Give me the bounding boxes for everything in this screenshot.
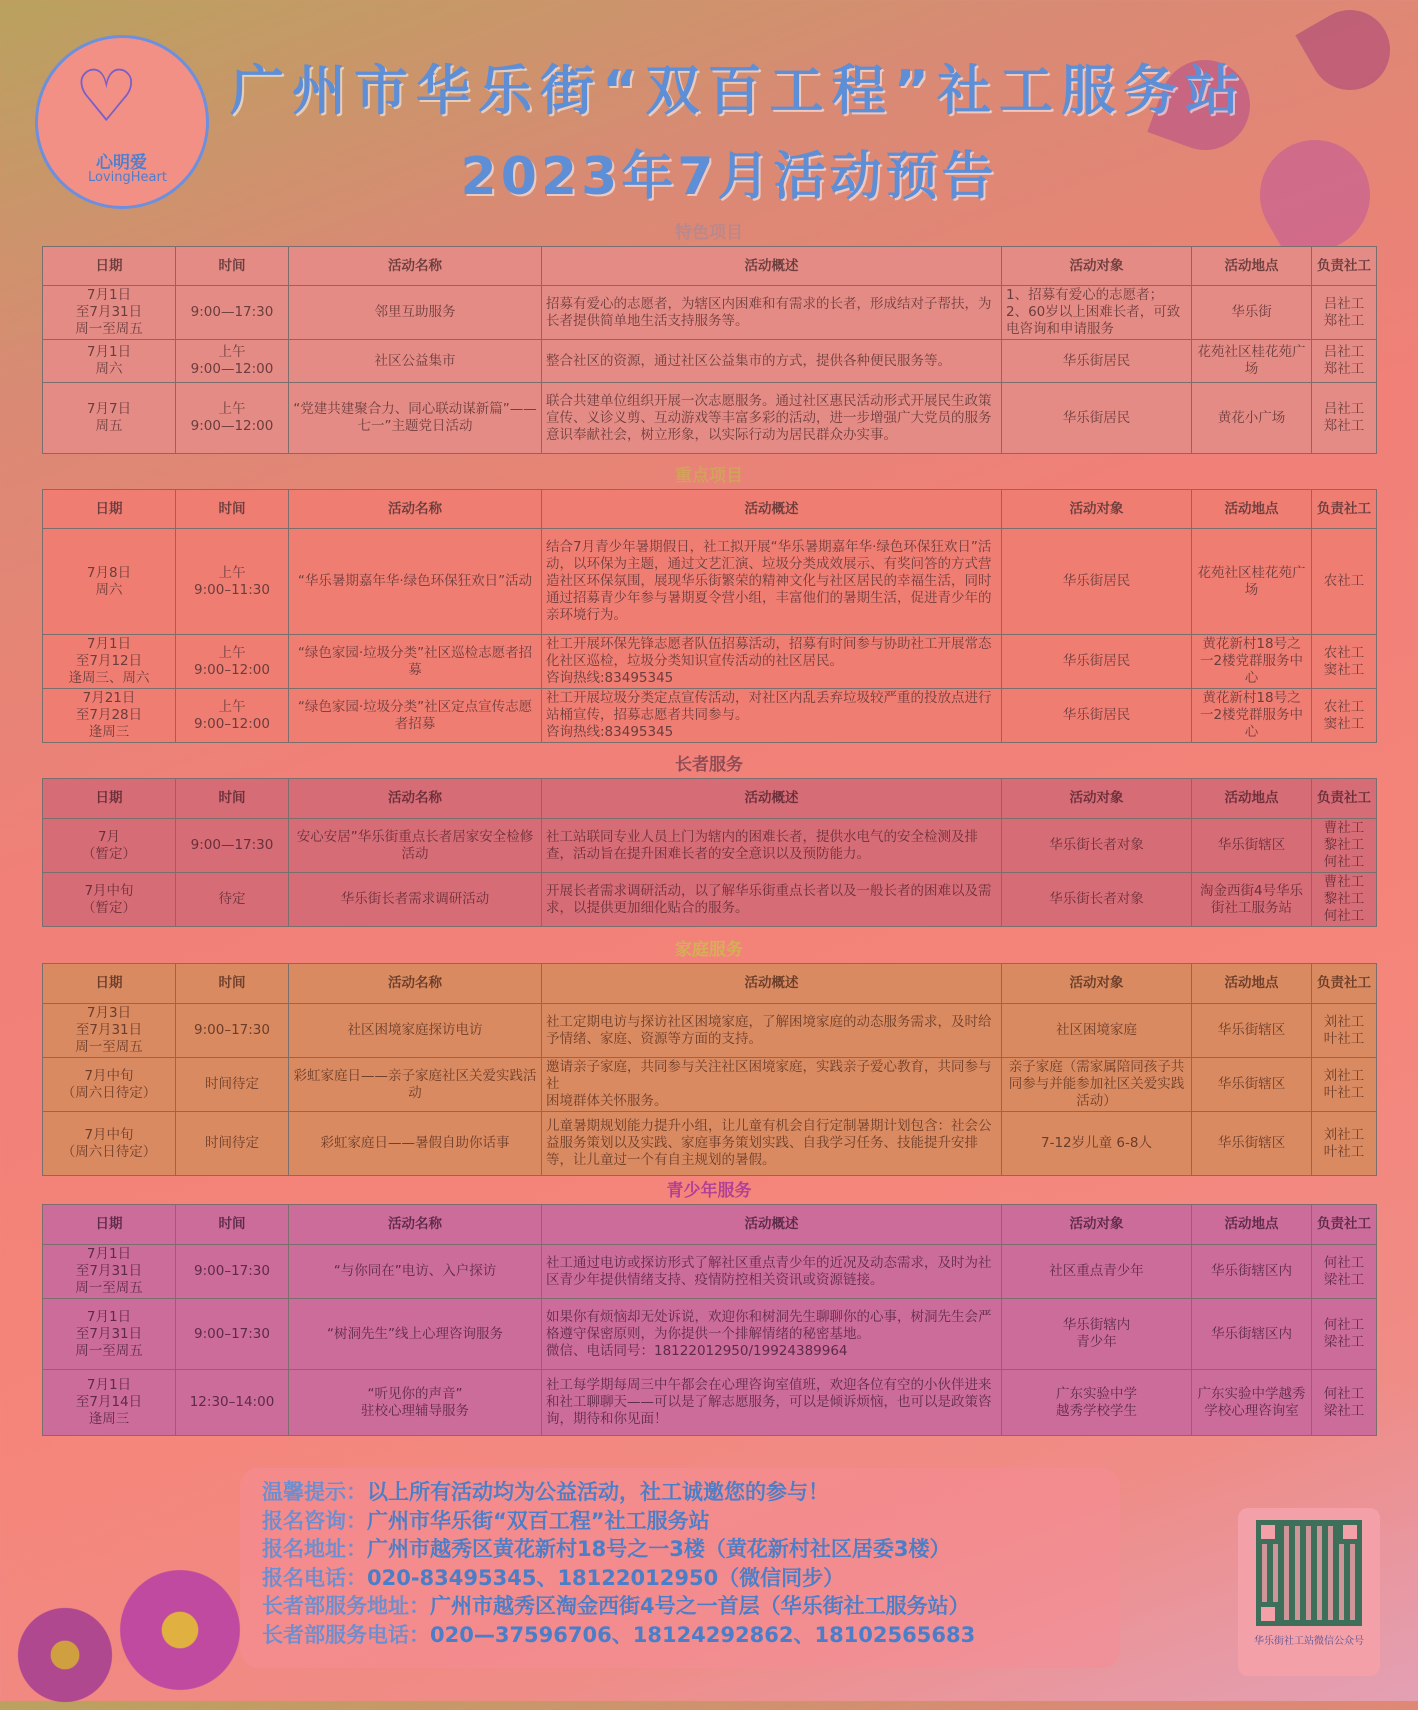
column-header-description: 活动概述 bbox=[542, 490, 1002, 529]
cell-staff: 吕社工 郑社工 bbox=[1312, 286, 1377, 340]
cell-description: 招募有爱心的志愿者，为辖区内困难和有需求的长者，形成结对子帮扶，为长者提供简单地生活支持服务等。 bbox=[542, 286, 1002, 340]
page-title: 广州市华乐街“双百工程”社工服务站 bbox=[230, 59, 1247, 122]
cell-target: 亲子家庭（需家属陪同孩子共同参与并能参加社区关爱实践活动） bbox=[1002, 1058, 1192, 1112]
column-header-location: 活动地点 bbox=[1192, 779, 1312, 819]
logo-text-en: LovingHeart bbox=[88, 170, 167, 185]
cell-time: 上午 9:00–12:00 bbox=[176, 635, 289, 689]
cell-staff: 农社工 窦社工 bbox=[1312, 689, 1377, 743]
column-header-description: 活动概述 bbox=[542, 1205, 1002, 1245]
cell-location: 广东实验中学越秀学校心理咨询室 bbox=[1192, 1370, 1312, 1436]
section-youth bbox=[42, 1178, 1376, 1436]
cell-target: 华乐街长者对象 bbox=[1002, 873, 1192, 927]
activity-table bbox=[42, 778, 1377, 927]
table-row bbox=[43, 340, 1377, 383]
cell-activity-name: “听见你的声音” 驻校心理辅导服务 bbox=[289, 1370, 542, 1436]
cell-description: 邀请亲子家庭，共同参与关注社区困境家庭，实践亲子爱心教育，共同参与社 困境群体关怀服务。 bbox=[542, 1058, 1002, 1112]
column-header-time: 时间 bbox=[176, 490, 289, 529]
footer-line: 报名地址：广州市越秀区黄花新村18号之一3楼（黄花新村社区居委3楼） bbox=[262, 1537, 951, 1561]
column-header-target: 活动对象 bbox=[1002, 1205, 1192, 1245]
section-title: 重点项目 bbox=[675, 466, 743, 486]
cell-activity-name: “绿色家园·垃圾分类”社区定点宣传志愿者招募 bbox=[289, 689, 542, 743]
cell-staff: 吕社工 郑社工 bbox=[1312, 340, 1377, 383]
footer-line: 长者部服务地址：广州市越秀区淘金西街4号之一首层（华乐街社工服务站） bbox=[262, 1594, 970, 1618]
cell-description: 社工站联同专业人员上门为辖内的困难长者，提供水电气的安全检测及排查，活动旨在提升困难长者的安全意识以及预防能力。 bbox=[542, 819, 1002, 873]
cell-description: 儿童暑期规划能力提升小组，让儿童有机会自行定制暑期计划包含：社会公益服务策划以及实践、家庭事务策划实践、自我学习任务、技能提升安排等，让儿童过一个有自主规划的暑假。 bbox=[542, 1112, 1002, 1176]
column-header-target: 活动对象 bbox=[1002, 247, 1192, 286]
cell-time: 上午 9:00—12:00 bbox=[176, 383, 289, 454]
column-header-activity-name: 活动名称 bbox=[289, 247, 542, 286]
cell-date: 7月8日 周六 bbox=[43, 529, 176, 635]
cell-target: 华乐街辖内 青少年 bbox=[1002, 1299, 1192, 1370]
column-header-date: 日期 bbox=[43, 779, 176, 819]
column-header-target: 活动对象 bbox=[1002, 964, 1192, 1004]
cell-staff: 农社工 窦社工 bbox=[1312, 635, 1377, 689]
cell-staff: 农社工 bbox=[1312, 529, 1377, 635]
column-header-activity-name: 活动名称 bbox=[289, 490, 542, 529]
section-title: 特色项目 bbox=[675, 223, 743, 243]
table-row bbox=[43, 1370, 1377, 1436]
cell-staff: 刘社工 叶社工 bbox=[1312, 1058, 1377, 1112]
column-header-time: 时间 bbox=[176, 1205, 289, 1245]
column-header-staff: 负责社工 bbox=[1312, 779, 1377, 819]
cell-description: 社工开展垃圾分类定点宣传活动，对社区内乱丢弃垃圾较严重的投放点进行站桶宣传，招募志愿者共同参与。 咨询热线:83495345 bbox=[542, 689, 1002, 743]
cell-target: 华乐街居民 bbox=[1002, 689, 1192, 743]
section-key bbox=[42, 463, 1376, 743]
cell-time: 9:00–17:30 bbox=[176, 1245, 289, 1299]
cell-target: 1、招募有爱心的志愿者； 2、60岁以上困难长者，可致电咨询和申请服务 bbox=[1002, 286, 1192, 340]
table-row bbox=[43, 1245, 1377, 1299]
column-header-time: 时间 bbox=[176, 779, 289, 819]
cell-staff: 刘社工 叶社工 bbox=[1312, 1004, 1377, 1058]
cell-date: 7月中旬 （周六日待定） bbox=[43, 1112, 176, 1176]
column-header-staff: 负责社工 bbox=[1312, 964, 1377, 1004]
table-row bbox=[43, 819, 1377, 873]
cell-date: 7月中旬 （暂定） bbox=[43, 873, 176, 927]
cell-activity-name: 安心安居”华乐街重点长者居家安全检修活动 bbox=[289, 819, 542, 873]
cell-staff: 曹社工 黎社工 何社工 bbox=[1312, 873, 1377, 927]
cell-date: 7月1日 至7月31日 周一至周五 bbox=[43, 1245, 176, 1299]
column-header-description: 活动概述 bbox=[542, 779, 1002, 819]
cell-time: 时间待定 bbox=[176, 1058, 289, 1112]
cell-location: 黄花新村18号之一2楼党群服务中心 bbox=[1192, 635, 1312, 689]
column-header-activity-name: 活动名称 bbox=[289, 779, 542, 819]
activity-table bbox=[42, 1204, 1377, 1436]
cell-target: 7-12岁儿童 6-8人 bbox=[1002, 1112, 1192, 1176]
qr-code bbox=[1238, 1508, 1380, 1676]
cell-activity-name: 社区困境家庭探访电访 bbox=[289, 1004, 542, 1058]
cell-description: 社工通过电访或探访形式了解社区重点青少年的近况及动态需求，及时为社区青少年提供情绪支持、疫情防控相关资讯或资源链接。 bbox=[542, 1245, 1002, 1299]
cell-activity-name: 社区公益集市 bbox=[289, 340, 542, 383]
cell-activity-name: “绿色家园·垃圾分类”社区巡检志愿者招募 bbox=[289, 635, 542, 689]
section-family bbox=[42, 937, 1376, 1176]
cell-target: 华乐街居民 bbox=[1002, 340, 1192, 383]
cell-location: 华乐街辖区 bbox=[1192, 1004, 1312, 1058]
cell-staff: 吕社工 郑社工 bbox=[1312, 383, 1377, 454]
table-row bbox=[43, 286, 1377, 340]
cell-staff: 何社工 梁社工 bbox=[1312, 1370, 1377, 1436]
cell-activity-name: 邻里互助服务 bbox=[289, 286, 542, 340]
cell-location: 华乐街辖区内 bbox=[1192, 1245, 1312, 1299]
cell-target: 华乐街长者对象 bbox=[1002, 819, 1192, 873]
cell-description: 如果你有烦恼却无处诉说，欢迎你和树洞先生聊聊你的心事，树洞先生会严格遵守保密原则，为你提供一个排解情绪的秘密基地。 微信、电话同号：18122012950/19924389964 bbox=[542, 1299, 1002, 1370]
cell-activity-name: “树洞先生”线上心理咨询服务 bbox=[289, 1299, 542, 1370]
cell-target: 华乐街居民 bbox=[1002, 383, 1192, 454]
column-header-date: 日期 bbox=[43, 964, 176, 1004]
column-header-location: 活动地点 bbox=[1192, 964, 1312, 1004]
column-header-target: 活动对象 bbox=[1002, 779, 1192, 819]
table-row bbox=[43, 1299, 1377, 1370]
cell-date: 7月21日 至7月28日 逢周三 bbox=[43, 689, 176, 743]
cell-date: 7月1日 至7月31日 周一至周五 bbox=[43, 1299, 176, 1370]
cell-time: 9:00—17:30 bbox=[176, 819, 289, 873]
table-row bbox=[43, 1112, 1377, 1176]
cell-date: 7月中旬 （周六日待定） bbox=[43, 1058, 176, 1112]
column-header-activity-name: 活动名称 bbox=[289, 1205, 542, 1245]
cell-description: 联合共建单位组织开展一次志愿服务。通过社区惠民活动形式开展民生政策宣传、义诊义剪、互动游戏等丰富多彩的活动，进一步增强广大党员的服务意识奉献社会，树立形象，以实际行动为居民群众办实事。 bbox=[542, 383, 1002, 454]
cell-description: 结合7月青少年暑期假日，社工拟开展“华乐暑期嘉年华·绿色环保狂欢日”活动，以环保为主题，通过文艺汇演、垃圾分类成效展示、有奖问答的方式营造社区环保氛围，展现华乐街繁荣的精神文化与社区居民的幸福生活，同时通过招募青少年参与暑期夏令营小组，丰富他们的暑期生活，促进青少年的亲环境行为。 bbox=[542, 529, 1002, 635]
cell-staff: 何社工 梁社工 bbox=[1312, 1299, 1377, 1370]
footer-line: 长者部服务电话：020—37596706、18124292862、18102565683 bbox=[262, 1622, 976, 1647]
column-header-staff: 负责社工 bbox=[1312, 490, 1377, 529]
cell-time: 待定 bbox=[176, 873, 289, 927]
column-header-date: 日期 bbox=[43, 1205, 176, 1245]
column-header-location: 活动地点 bbox=[1192, 247, 1312, 286]
cell-location: 黄花小广场 bbox=[1192, 383, 1312, 454]
section-elderly bbox=[42, 752, 1376, 927]
cell-location: 花苑社区桂花苑广场 bbox=[1192, 529, 1312, 635]
column-header-date: 日期 bbox=[43, 490, 176, 529]
footer-info bbox=[240, 1468, 1120, 1668]
column-header-staff: 负责社工 bbox=[1312, 247, 1377, 286]
cell-description: 社工每学期每周三中午都会在心理咨询室值班，欢迎各位有空的小伙伴进来和社工聊聊天——可以是了解志愿服务，可以是倾诉烦恼，也可以是政策咨询，期待和你见面！ bbox=[542, 1370, 1002, 1436]
cell-time: 9:00–17:30 bbox=[176, 1004, 289, 1058]
cell-location: 花苑社区桂花苑广场 bbox=[1192, 340, 1312, 383]
cell-location: 华乐街辖区 bbox=[1192, 1058, 1312, 1112]
cell-staff: 曹社工 黎社工 何社工 bbox=[1312, 819, 1377, 873]
cell-date: 7月1日 周六 bbox=[43, 340, 176, 383]
footer-line: 温馨提示：以上所有活动均为公益活动，社工诚邀您的参与！ bbox=[262, 1480, 829, 1504]
heart-icon: ♡ bbox=[74, 54, 139, 138]
cell-date: 7月1日 至7月12日 逢周三、周六 bbox=[43, 635, 176, 689]
cell-target: 社区困境家庭 bbox=[1002, 1004, 1192, 1058]
footer-line: 报名咨询：广州市华乐街“双百工程”社工服务站 bbox=[262, 1508, 710, 1533]
cell-activity-name: 彩虹家庭日——暑假自助你话事 bbox=[289, 1112, 542, 1176]
qr-caption: 华乐街社工站微信公众号 bbox=[1254, 1636, 1364, 1647]
section-featured bbox=[42, 220, 1376, 454]
cell-date: 7月 （暂定） bbox=[43, 819, 176, 873]
cell-date: 7月1日 至7月31日 周一至周五 bbox=[43, 286, 176, 340]
section-title: 长者服务 bbox=[675, 755, 743, 775]
qr-code-icon bbox=[1256, 1520, 1362, 1626]
logo-text-cn: 心明爱 bbox=[96, 153, 147, 173]
cell-target: 广东实验中学 越秀学校学生 bbox=[1002, 1370, 1192, 1436]
cell-location: 华乐街辖区内 bbox=[1192, 1299, 1312, 1370]
cell-time: 12:30–14:00 bbox=[176, 1370, 289, 1436]
table-row bbox=[43, 689, 1377, 743]
cell-activity-name: “党建共建聚合力、同心联动谋新篇”——七一”主题党日活动 bbox=[289, 383, 542, 454]
cell-staff: 何社工 梁社工 bbox=[1312, 1245, 1377, 1299]
cell-date: 7月3日 至7月31日 周一至周五 bbox=[43, 1004, 176, 1058]
column-header-description: 活动概述 bbox=[542, 247, 1002, 286]
cell-time: 9:00–17:30 bbox=[176, 1299, 289, 1370]
column-header-location: 活动地点 bbox=[1192, 1205, 1312, 1245]
cell-target: 华乐街居民 bbox=[1002, 635, 1192, 689]
table-row bbox=[43, 1004, 1377, 1058]
cell-description: 开展长者需求调研活动，以了解华乐街重点长者以及一般长者的困难以及需求，以提供更加细化贴合的服务。 bbox=[542, 873, 1002, 927]
table-row bbox=[43, 383, 1377, 454]
cell-location: 华乐街辖区 bbox=[1192, 819, 1312, 873]
cell-time: 上午 9:00—12:00 bbox=[176, 340, 289, 383]
activity-table bbox=[42, 489, 1377, 743]
column-header-location: 活动地点 bbox=[1192, 490, 1312, 529]
cell-location: 淘金西街4号华乐街社工服务站 bbox=[1192, 873, 1312, 927]
column-header-time: 时间 bbox=[176, 247, 289, 286]
page-subtitle: 2023年7月活动预告 bbox=[460, 147, 998, 207]
cell-location: 黄花新村18号之一2楼党群服务中心 bbox=[1192, 689, 1312, 743]
cell-activity-name: “华乐暑期嘉年华·绿色环保狂欢日”活动 bbox=[289, 529, 542, 635]
activity-table bbox=[42, 963, 1377, 1176]
cell-target: 社区重点青少年 bbox=[1002, 1245, 1192, 1299]
cell-activity-name: 华乐街长者需求调研活动 bbox=[289, 873, 542, 927]
cell-activity-name: 彩虹家庭日——亲子家庭社区关爱实践活动 bbox=[289, 1058, 542, 1112]
flower-decoration bbox=[110, 1560, 250, 1700]
table-row bbox=[43, 873, 1377, 927]
cell-location: 华乐街辖区 bbox=[1192, 1112, 1312, 1176]
column-header-target: 活动对象 bbox=[1002, 490, 1192, 529]
column-header-staff: 负责社工 bbox=[1312, 1205, 1377, 1245]
footer-line: 报名电话：020-83495345、18122012950（微信同步） bbox=[262, 1565, 845, 1590]
cell-location: 华乐街 bbox=[1192, 286, 1312, 340]
table-row bbox=[43, 1058, 1377, 1112]
section-title: 青少年服务 bbox=[666, 1181, 752, 1201]
cell-description: 整合社区的资源，通过社区公益集市的方式，提供各种便民服务等。 bbox=[542, 340, 1002, 383]
cell-staff: 刘社工 叶社工 bbox=[1312, 1112, 1377, 1176]
table-row bbox=[43, 635, 1377, 689]
column-header-activity-name: 活动名称 bbox=[289, 964, 542, 1004]
cell-date: 7月1日 至7月14日 逢周三 bbox=[43, 1370, 176, 1436]
cell-target: 华乐街居民 bbox=[1002, 529, 1192, 635]
flower-decoration bbox=[10, 1600, 120, 1710]
cell-time: 9:00—17:30 bbox=[176, 286, 289, 340]
table-row bbox=[43, 529, 1377, 635]
activity-table bbox=[42, 246, 1377, 454]
cell-time: 时间待定 bbox=[176, 1112, 289, 1176]
column-header-description: 活动概述 bbox=[542, 964, 1002, 1004]
cell-date: 7月7日 周五 bbox=[43, 383, 176, 454]
cell-time: 上午 9:00–12:00 bbox=[176, 689, 289, 743]
cell-activity-name: “与你同在”电访、入户探访 bbox=[289, 1245, 542, 1299]
cell-description: 社工开展环保先锋志愿者队伍招募活动，招募有时间参与协助社工开展常态化社区巡检，垃圾分类知识宣传活动的社区居民。 咨询热线:83495345 bbox=[542, 635, 1002, 689]
column-header-time: 时间 bbox=[176, 964, 289, 1004]
cell-time: 上午 9:00–11:30 bbox=[176, 529, 289, 635]
column-header-date: 日期 bbox=[43, 247, 176, 286]
cell-description: 社工定期电访与探访社区困境家庭，了解困境家庭的动态服务需求，及时给予情绪、家庭、资源等方面的支持。 bbox=[542, 1004, 1002, 1058]
section-title: 家庭服务 bbox=[675, 940, 743, 960]
